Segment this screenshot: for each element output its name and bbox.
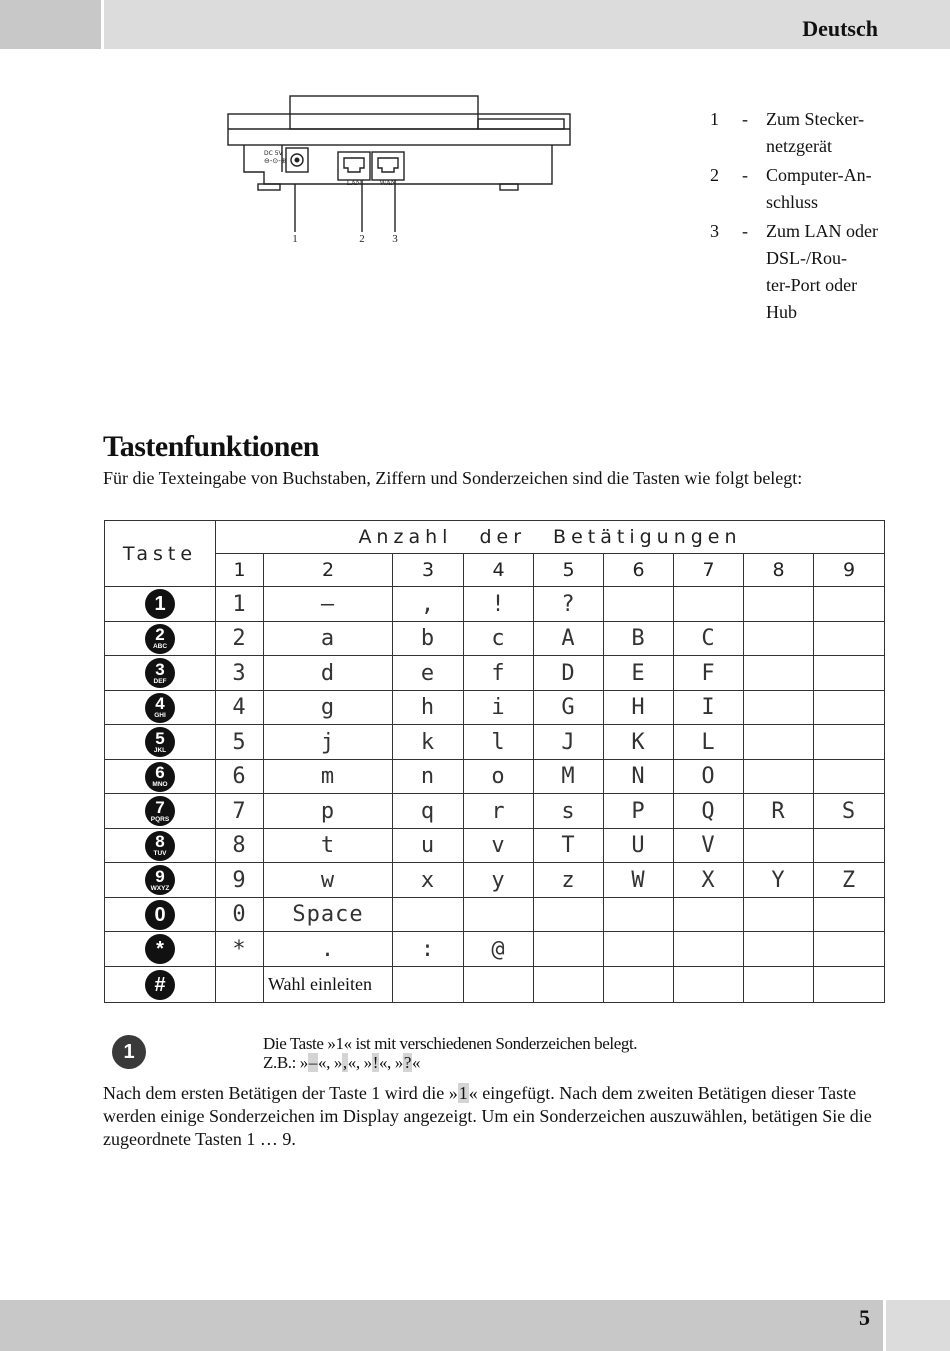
legend-item [710, 162, 910, 216]
char-cell: Q [674, 794, 744, 829]
legend-line: Zum Stecker- [766, 109, 865, 129]
key-symbol: 0 [154, 903, 166, 926]
char-cell: L [674, 725, 744, 760]
column-header: 5 [534, 554, 604, 587]
char-cell [674, 932, 744, 967]
char-cell: W [604, 863, 674, 898]
key-letters: TUV [153, 850, 167, 857]
column-header: 6 [604, 554, 674, 587]
char-cell [744, 622, 814, 656]
char-cell: 3 [216, 656, 264, 691]
char-cell: i [464, 691, 534, 725]
legend-line: schluss [766, 192, 819, 212]
char-cell [814, 691, 885, 725]
key-letters: WXYZ [150, 884, 170, 892]
char-cell: E [604, 656, 674, 691]
note-line-2 [263, 1053, 420, 1073]
table-row [105, 932, 885, 967]
char-cell [744, 829, 814, 863]
key-8-icon [145, 831, 175, 861]
char-cell: * [216, 932, 264, 967]
char-cell [393, 898, 464, 932]
char-cell [814, 587, 885, 622]
key-5-icon [145, 727, 175, 757]
key-cell [105, 794, 216, 829]
char-cell [744, 932, 814, 967]
dc-polarity-icon: ⊖-⊙-⊕ [264, 157, 287, 165]
char-cell: M [534, 760, 604, 794]
char-cell: V [674, 829, 744, 863]
key-cell [105, 760, 216, 794]
char-cell [744, 587, 814, 622]
char-cell [674, 967, 744, 1003]
section-title: Tastenfunktionen [103, 430, 319, 463]
key-hash-icon [145, 970, 175, 1000]
dc-label: DC 5V [264, 150, 283, 157]
char-cell: ! [464, 587, 534, 622]
legend-dash: - [742, 109, 748, 129]
key-symbol: * [156, 938, 164, 960]
char-cell: x [393, 863, 464, 898]
table-row [105, 691, 885, 725]
key-cell [105, 863, 216, 898]
char-cell [393, 967, 464, 1003]
char-cell: k [393, 725, 464, 760]
page-header [0, 0, 950, 49]
wan-port-label: WAN [379, 179, 397, 187]
legend-number: 2 [710, 165, 719, 185]
char-cell [604, 967, 674, 1003]
char-cell: T [534, 829, 604, 863]
char-cell: 2 [216, 622, 264, 656]
char-cell [534, 967, 604, 1003]
key-cell [105, 932, 216, 967]
paragraph-text: Nach dem ersten Betätigen der Taste 1 wird die » [103, 1083, 458, 1103]
key-symbol: 4 [155, 694, 165, 713]
intro-text: Für die Texteingabe von Buchstaben, Ziffern und Sonderzeichen sind die Tasten wie folgt belegt: [103, 468, 803, 488]
legend-line: ter-Port oder [766, 275, 858, 295]
key-symbol: 1 [154, 593, 166, 615]
key-7-icon [145, 796, 175, 826]
char-cell: d [264, 656, 393, 691]
char-cell: q [393, 794, 464, 829]
char-cell: Z [814, 863, 885, 898]
explanation-paragraph [103, 1082, 903, 1151]
key-letters: JKL [153, 746, 167, 754]
char-cell: X [674, 863, 744, 898]
table-row [105, 725, 885, 760]
char-cell: Y [744, 863, 814, 898]
key-symbol: 8 [155, 832, 165, 851]
char-cell: u [393, 829, 464, 863]
char-cell [464, 898, 534, 932]
note-highlight: ! [372, 1053, 378, 1072]
char-cell [814, 760, 885, 794]
key-letters: ABC [152, 643, 168, 650]
char-cell [814, 725, 885, 760]
key-symbol: 7 [155, 797, 165, 817]
char-cell: f [464, 656, 534, 691]
char-cell [814, 656, 885, 691]
legend-dash: - [742, 221, 748, 241]
note-text: «, » [318, 1053, 342, 1072]
char-cell [814, 967, 885, 1003]
key-star-icon [145, 934, 175, 964]
char-cell: o [464, 760, 534, 794]
char-cell [744, 656, 814, 691]
char-cell: , [393, 587, 464, 622]
char-cell: 7 [216, 794, 264, 829]
char-cell: K [604, 725, 674, 760]
header-anzahl: Anzahl der Betätigungen [216, 521, 885, 554]
char-cell [744, 967, 814, 1003]
key-6-icon [145, 762, 175, 792]
legend-dash: - [742, 165, 748, 185]
char-cell [674, 898, 744, 932]
key-cell [105, 587, 216, 622]
char-cell: b [393, 622, 464, 656]
legend-line: Computer-An- [766, 165, 872, 185]
char-cell: n [393, 760, 464, 794]
char-cell [744, 725, 814, 760]
char-cell: m [264, 760, 393, 794]
callout-1: 1 [292, 233, 298, 245]
key-letters: DEF [153, 677, 167, 685]
callout-3: 3 [392, 233, 398, 245]
footer-bar [0, 1300, 883, 1351]
char-cell: a [264, 622, 393, 656]
char-cell [814, 932, 885, 967]
char-cell: G [534, 691, 604, 725]
char-cell: R [744, 794, 814, 829]
char-cell: P [604, 794, 674, 829]
column-header: 4 [464, 554, 534, 587]
char-cell: @ [464, 932, 534, 967]
key-letters: PQRS [150, 815, 170, 823]
key-cell [105, 967, 216, 1003]
footer-tab [886, 1300, 950, 1351]
char-cell: ? [534, 587, 604, 622]
note-highlight: – [308, 1053, 318, 1072]
char-cell: r [464, 794, 534, 829]
char-cell [534, 932, 604, 967]
char-cell: l [464, 725, 534, 760]
key-cell [105, 725, 216, 760]
key-cell [105, 898, 216, 932]
callout-2: 2 [359, 233, 365, 245]
note-key-1-icon: 1 [112, 1035, 146, 1069]
column-header: 2 [264, 554, 393, 587]
char-cell [534, 898, 604, 932]
char-cell [814, 622, 885, 656]
char-cell: 4 [216, 691, 264, 725]
table-row [105, 622, 885, 656]
char-cell: Wahl einleiten [264, 967, 393, 1003]
char-cell: . [264, 932, 393, 967]
paragraph-text: « eingefügt. Nach dem zweiten Betätigen dieser Taste werden einige Sonderzeichen im Display angezeigt. Um ein Sonderzeichen auszuwählen, betätigen Sie die zugeordnete Tasten 1 … 9. [103, 1083, 872, 1149]
char-cell [744, 760, 814, 794]
char-cell [814, 898, 885, 932]
char-cell: t [264, 829, 393, 863]
char-cell: 0 [216, 898, 264, 932]
char-cell: v [464, 829, 534, 863]
char-cell: C [674, 622, 744, 656]
key-cell [105, 622, 216, 656]
legend-line: DSL-/Rou- [766, 248, 847, 268]
legend-item [710, 106, 910, 160]
char-cell: 5 [216, 725, 264, 760]
table-row [105, 829, 885, 863]
char-cell: B [604, 622, 674, 656]
key-letters: GHI [154, 712, 166, 719]
char-cell: p [264, 794, 393, 829]
char-cell: 1 [216, 587, 264, 622]
char-cell: z [534, 863, 604, 898]
legend-line: Hub [766, 302, 797, 322]
key-letters: MNO [152, 781, 168, 788]
key-mapping-table [104, 520, 885, 1003]
connector-legend [710, 106, 910, 328]
lan-port-label: LAN [346, 179, 362, 187]
key-symbol: 6 [155, 763, 165, 782]
legend-number: 3 [710, 221, 719, 241]
char-cell: F [674, 656, 744, 691]
char-cell: h [393, 691, 464, 725]
device-back-panel-diagram [222, 92, 582, 252]
legend-number: 1 [710, 109, 719, 129]
char-cell [744, 691, 814, 725]
table-row [105, 587, 885, 622]
key-4-icon [145, 693, 175, 723]
key-0-icon [145, 900, 175, 930]
table-row [105, 794, 885, 829]
char-cell: y [464, 863, 534, 898]
column-header: 9 [814, 554, 885, 587]
char-cell: S [814, 794, 885, 829]
key-symbol: 3 [155, 659, 165, 679]
note-text: Z.B.: » [263, 1053, 308, 1072]
char-cell: 6 [216, 760, 264, 794]
table-row [105, 656, 885, 691]
char-cell [674, 587, 744, 622]
char-cell: U [604, 829, 674, 863]
char-cell [814, 829, 885, 863]
char-cell: D [534, 656, 604, 691]
column-header: 3 [393, 554, 464, 587]
char-cell: j [264, 725, 393, 760]
char-cell: A [534, 622, 604, 656]
char-cell [216, 967, 264, 1003]
key-2-icon [145, 624, 175, 654]
page-number: 5 [859, 1305, 870, 1330]
char-cell: J [534, 725, 604, 760]
char-cell: c [464, 622, 534, 656]
column-header: 8 [744, 554, 814, 587]
note-text: «, » [347, 1053, 372, 1072]
char-cell: : [393, 932, 464, 967]
note-line-1: Die Taste »1« ist mit verschiedenen Sonderzeichen belegt. [263, 1034, 638, 1053]
char-cell [604, 587, 674, 622]
paragraph-highlight: 1 [458, 1083, 468, 1103]
header-tab [0, 0, 101, 49]
key-cell [105, 691, 216, 725]
char-cell: e [393, 656, 464, 691]
char-cell: 8 [216, 829, 264, 863]
note-text: «, » [378, 1053, 403, 1072]
key-3-icon [145, 658, 175, 688]
char-cell [464, 967, 534, 1003]
key-1-icon [145, 589, 175, 619]
key-symbol: 9 [155, 866, 165, 886]
key-symbol: 5 [155, 728, 165, 748]
char-cell: 9 [216, 863, 264, 898]
note-highlight: , [342, 1053, 347, 1072]
note-text: « [412, 1053, 421, 1072]
header-taste: Taste [105, 521, 216, 587]
key-cell [105, 829, 216, 863]
char-cell: H [604, 691, 674, 725]
table-row [105, 898, 885, 932]
table-row [105, 760, 885, 794]
key-9-icon [145, 865, 175, 895]
legend-line: Zum LAN oder [766, 221, 878, 241]
legend-item [710, 218, 910, 326]
char-cell [604, 898, 674, 932]
char-cell: w [264, 863, 393, 898]
column-header: 7 [674, 554, 744, 587]
table-row [105, 967, 885, 1003]
key-symbol: 2 [155, 625, 165, 644]
header-language: Deutsch [802, 16, 878, 41]
column-header: 1 [216, 554, 264, 587]
char-cell: I [674, 691, 744, 725]
char-cell: s [534, 794, 604, 829]
char-cell: N [604, 760, 674, 794]
table-row [105, 863, 885, 898]
key-symbol: # [154, 973, 166, 996]
key-cell [105, 656, 216, 691]
char-cell [604, 932, 674, 967]
char-cell: Space [264, 898, 393, 932]
note-highlight: ? [403, 1053, 412, 1072]
char-cell: – [264, 587, 393, 622]
char-cell: O [674, 760, 744, 794]
char-cell: g [264, 691, 393, 725]
legend-line: netzgerät [766, 136, 832, 156]
char-cell [744, 898, 814, 932]
